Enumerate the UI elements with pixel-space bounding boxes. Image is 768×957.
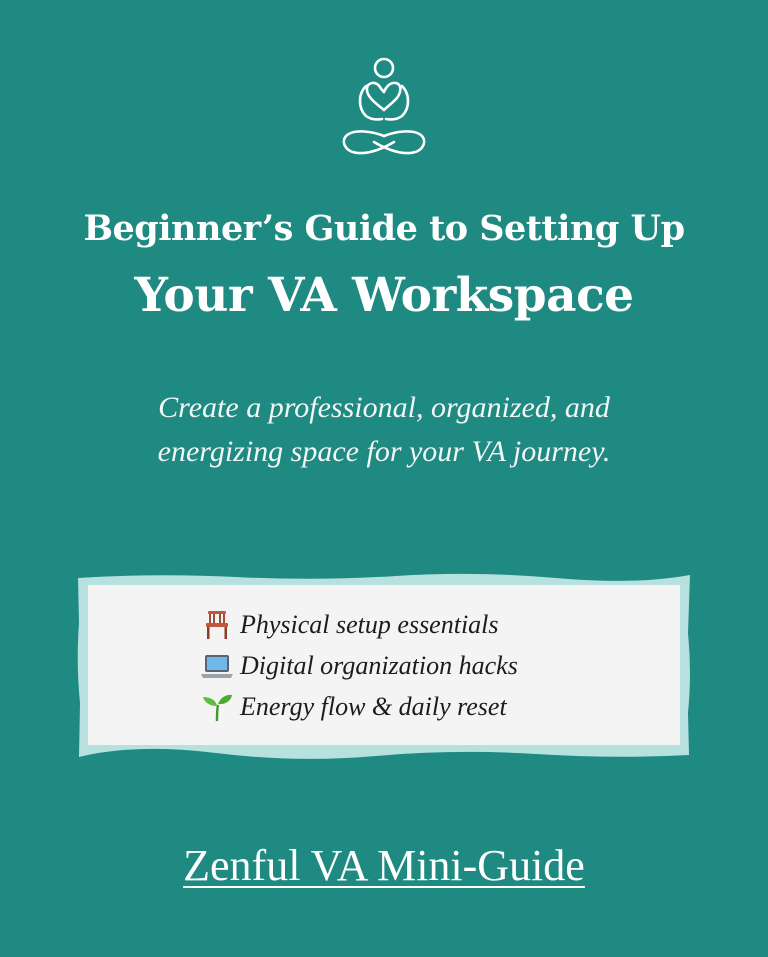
feature-item-physical	[200, 604, 620, 645]
feature-item-energy	[200, 686, 620, 727]
page-title-line-2: Your VA Workspace	[134, 268, 634, 323]
seedling-icon	[200, 692, 234, 722]
feature-item-digital	[200, 645, 620, 686]
laptop-icon	[200, 651, 234, 681]
subtitle-line-1: Create a professional, organized, and	[158, 391, 610, 424]
page-title-line-1: Beginner’s Guide to Setting Up	[83, 208, 685, 249]
feature-label: Digital organization hacks	[240, 650, 518, 680]
feature-label: Physical setup essentials	[240, 609, 499, 639]
subtitle-line-2: energizing space for your VA journey.	[157, 435, 611, 468]
chair-icon	[200, 610, 234, 640]
meditating-heart-figure-icon	[340, 56, 428, 166]
footer-guide-link[interactable]: Zenful VA Mini-Guide	[183, 841, 585, 890]
subtitle	[84, 386, 684, 474]
feature-label: Energy flow & daily reset	[240, 691, 507, 721]
feature-list	[200, 604, 620, 727]
footer-guide-title[interactable]	[0, 836, 768, 896]
